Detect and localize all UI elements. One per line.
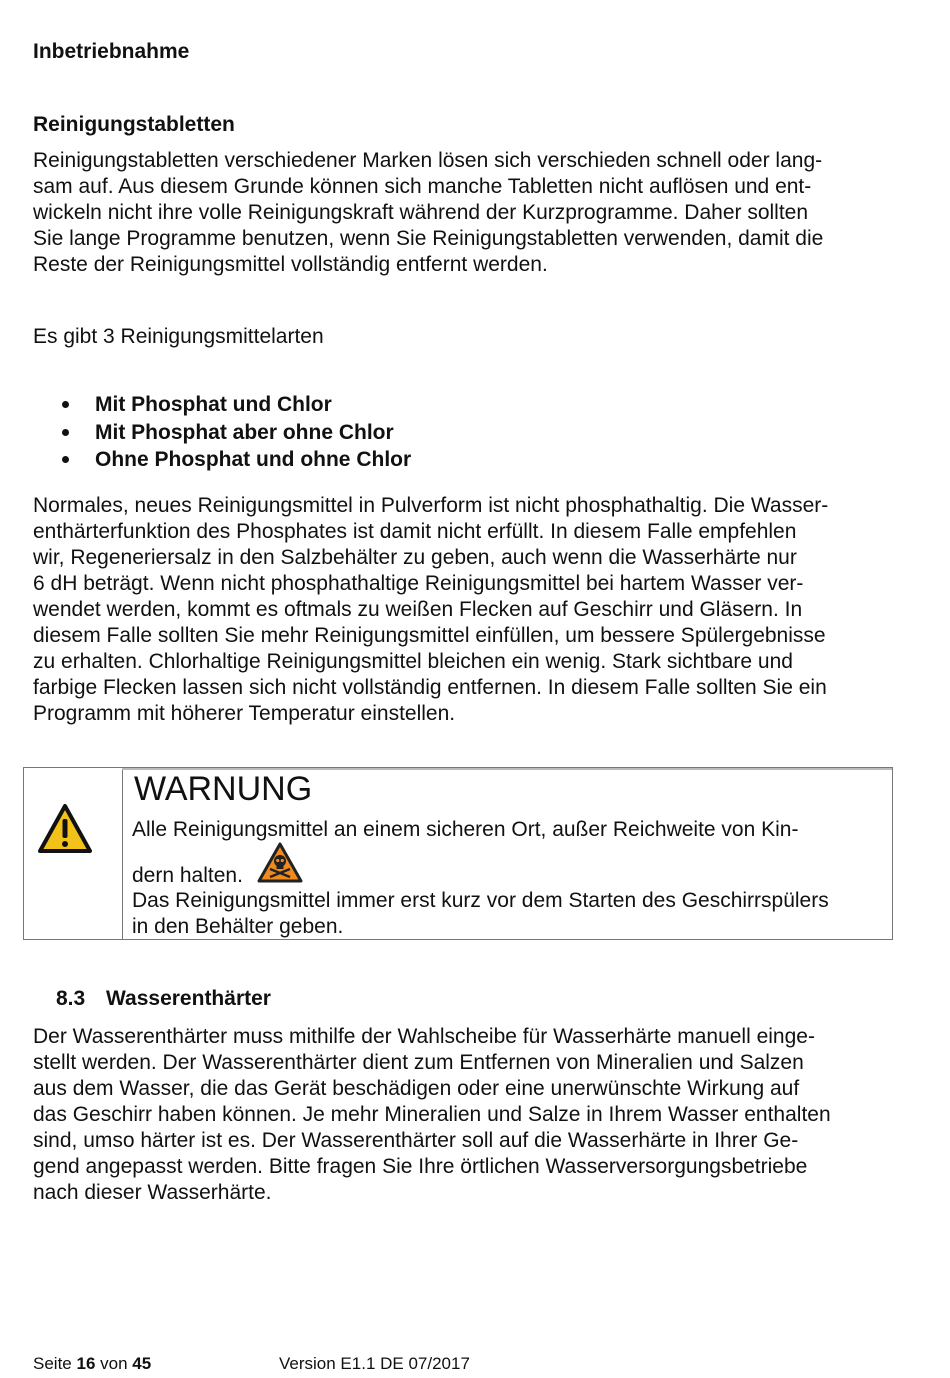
page-label: Seite — [33, 1354, 72, 1373]
paragraph-line: zu erhalten. Chlorhaltige Reinigungsmittel bleichen ein wenig. Stark sichtbare und — [33, 650, 793, 673]
paragraph-line: enthärterfunktion des Phosphates ist damit nicht erfüllt. In diesem Falle empfehlen — [33, 520, 797, 543]
paragraph-line: gend angepasst werden. Bitte fragen Sie Ihre örtlichen Wasserversorgungsbetriebe — [33, 1155, 808, 1178]
detergent-types-list — [62, 392, 411, 475]
warning-text-line: in den Behälter geben. — [132, 915, 344, 938]
warning-text-line: Das Reinigungsmittel immer erst kurz vor dem Starten des Geschirrspülers — [132, 889, 829, 912]
version-label: Version E1.1 DE 07/2017 — [279, 1354, 470, 1373]
page-of-label: von — [100, 1354, 128, 1373]
warning-box — [23, 767, 893, 940]
warning-divider — [122, 768, 123, 939]
paragraph-line: farbige Flecken lassen sich nicht vollständig entfernen. In diesem Falle sollten Sie ein — [33, 676, 827, 699]
bullet-icon — [62, 456, 69, 463]
warning-text-line: Alle Reinigungsmittel an einem sicheren Ort, außer Reichweite von Kin- — [132, 818, 799, 841]
paragraph-line: diesem Falle sollten Sie mehr Reinigungsmittel einfüllen, um bessere Spülergebnisse — [33, 624, 826, 647]
paragraph-line: das Geschirr haben können. Je mehr Mineralien und Salze in Ihrem Wasser enthalten — [33, 1103, 831, 1126]
paragraph-line: stellt werden. Der Wasserenthärter dient zum Entfernen von Mineralien und Salzen — [33, 1051, 804, 1074]
paragraph-line: wir, Regeneriersalz in den Salzbehälter zu geben, auch wenn die Wasserhärte nur — [33, 546, 797, 569]
paragraph-line: Sie lange Programme benutzen, wenn Sie Reinigungstabletten verwenden, damit die — [33, 227, 824, 250]
paragraph-line: Der Wasserenthärter muss mithilfe der Wahlscheibe für Wasserhärte manuell einge- — [33, 1025, 815, 1048]
section-number: 8.3 — [56, 987, 86, 1010]
paragraph-line: sam auf. Aus diesem Grunde können sich manche Tabletten nicht auflösen und ent- — [33, 175, 812, 198]
warning-text-line: dern halten. — [132, 864, 243, 887]
list-item-label: Mit Phosphat aber ohne Chlor — [95, 420, 394, 444]
page-total: 45 — [132, 1354, 152, 1373]
tablets-heading: Reinigungstabletten — [33, 113, 235, 136]
toxic-skull-icon — [256, 841, 304, 885]
section-title: Wasserenthärter — [106, 987, 271, 1010]
tablets-paragraph — [33, 148, 823, 278]
paragraph-line: nach dieser Wasserhärte. — [33, 1181, 272, 1204]
list-item-label: Ohne Phosphat und ohne Chlor — [95, 448, 412, 471]
paragraph-line: Reste der Reinigungsmittel vollständig entfernt werden. — [33, 253, 548, 276]
list-item — [62, 447, 411, 475]
types-intro: Es gibt 3 Reinigungsmittelarten — [33, 325, 324, 348]
paragraph-line: wickeln nicht ihre volle Reinigungskraft während der Kurzprogramme. Daher sollten — [33, 201, 809, 224]
paragraph-line: wendet werden, kommt es oftmals zu weißen Flecken auf Geschirr und Gläsern. In — [33, 598, 803, 621]
bullet-icon — [62, 401, 69, 408]
list-item-label: Mit Phosphat und Chlor — [95, 393, 332, 416]
paragraph-line: sind, umso härter ist es. Der Wasserenthärter soll auf die Wasserhärte in Ihrer Ge- — [33, 1129, 799, 1152]
list-item — [62, 420, 411, 448]
warning-triangle-icon — [37, 803, 93, 855]
warning-title: WARNUNG — [134, 770, 313, 808]
page-footer — [33, 1354, 470, 1374]
paragraph-line: aus dem Wasser, die das Gerät beschädigen oder eine unerwünschte Wirkung auf — [33, 1077, 800, 1100]
paragraph-line: Normales, neues Reinigungsmittel in Pulverform ist nicht phosphathaltig. Die Wasser- — [33, 494, 829, 517]
page-header-title: Inbetriebnahme — [33, 40, 190, 63]
page-current: 16 — [76, 1354, 96, 1373]
paragraph-line: Programm mit höherer Temperatur einstellen. — [33, 702, 456, 725]
list-item — [62, 392, 411, 420]
phosphate-paragraph — [33, 493, 828, 727]
water-softener-paragraph — [33, 1024, 831, 1206]
section-heading — [56, 987, 271, 1011]
paragraph-line: Reinigungstabletten verschiedener Marken lösen sich verschieden schnell oder lang- — [33, 149, 823, 172]
paragraph-line: 6 dH beträgt. Wenn nicht phosphathaltige Reinigungsmittel bei hartem Wasser ver- — [33, 572, 804, 595]
bullet-icon — [62, 429, 69, 436]
